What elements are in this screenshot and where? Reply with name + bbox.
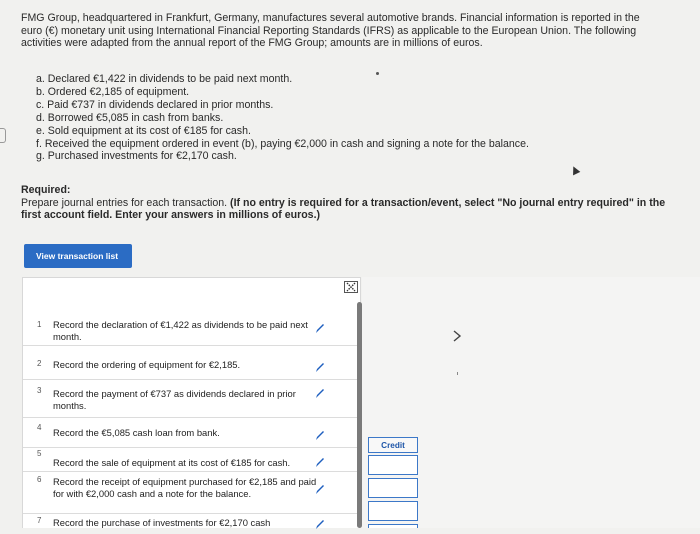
mouse-cursor-icon bbox=[570, 165, 581, 176]
transaction-c: c. Paid €737 in dividends declared in prior months. bbox=[36, 98, 274, 111]
required-instructions bbox=[21, 197, 691, 210]
divider-tick bbox=[457, 372, 458, 375]
close-icon[interactable] bbox=[344, 281, 358, 293]
table-row[interactable] bbox=[23, 418, 361, 448]
intro-line-3: activities were adapted from the annual report of the FMG Group; amounts are in millions of euros. bbox=[21, 37, 483, 49]
pencil-icon[interactable] bbox=[314, 387, 326, 399]
pencil-icon[interactable] bbox=[314, 518, 326, 530]
pencil-icon[interactable] bbox=[314, 322, 326, 334]
pencil-icon[interactable] bbox=[314, 361, 326, 373]
row-number: 7 bbox=[37, 516, 42, 525]
required-text: Prepare journal entries for each transaction. bbox=[21, 196, 231, 209]
pencil-icon[interactable] bbox=[314, 456, 326, 468]
row-number: 5 bbox=[37, 449, 42, 458]
row-text: Record the payment of €737 as dividends declared in prior months. bbox=[53, 388, 296, 411]
row-number: 2 bbox=[37, 359, 42, 368]
table-row[interactable] bbox=[23, 380, 361, 418]
transaction-g: g. Purchased investments for €2,170 cash. bbox=[36, 150, 237, 163]
row-text: Record the purchase of investments for €2,170 cash bbox=[53, 517, 271, 528]
transaction-b: b. Ordered €2,185 of equipment. bbox=[36, 85, 190, 98]
table-row[interactable] bbox=[23, 346, 361, 380]
row-text: Record the sale of equipment at its cost of €185 for cash. bbox=[53, 457, 291, 468]
problem-intro bbox=[21, 12, 683, 50]
required-bold-1: (If no entry is required for a transaction/event, select "No journal entry required" in the bbox=[230, 196, 666, 209]
intro-line-1: FMG Group, headquartered in Frankfurt, Germany, manufactures several automotive brands. Financial information is reported in the bbox=[21, 12, 640, 24]
intro-line-2: euro (€) monetary unit using International Financial Reporting Standards (IFRS) as applicable to the European Union. The following bbox=[21, 24, 637, 37]
scroll-edge-marker bbox=[0, 128, 6, 143]
transaction-d: d. Borrowed €5,085 in cash from banks. bbox=[36, 111, 224, 124]
chevron-right-icon[interactable] bbox=[452, 330, 462, 342]
row-text: Record the ordering of equipment for €2,185. bbox=[53, 359, 241, 370]
row-text: Record the receipt of equipment purchased for €2,185 and paid for with €2,000 cash and a note for the balance. bbox=[53, 476, 317, 499]
credit-input-field[interactable] bbox=[368, 501, 418, 521]
transaction-list bbox=[36, 73, 529, 163]
pencil-icon[interactable] bbox=[314, 429, 326, 441]
view-transaction-list-button[interactable]: View transaction list bbox=[24, 244, 132, 268]
row-text: Record the declaration of €1,422 as dividends to be paid next month. bbox=[53, 319, 308, 342]
table-row[interactable] bbox=[23, 472, 361, 514]
pencil-icon[interactable] bbox=[314, 483, 326, 495]
transaction-f: f. Received the equipment ordered in event (b), paying €2,000 in cash and signing a note for the balance. bbox=[36, 137, 529, 150]
credit-input-field[interactable] bbox=[368, 455, 418, 475]
transaction-a: a. Declared €1,422 in dividends to be paid next month. bbox=[36, 73, 293, 85]
vertical-scrollbar[interactable] bbox=[357, 302, 362, 528]
close-icon-glyph bbox=[345, 282, 357, 292]
row-text: Record the €5,085 cash loan from bank. bbox=[53, 427, 220, 438]
required-heading: Required: bbox=[21, 184, 71, 196]
table-row[interactable] bbox=[23, 448, 361, 472]
row-number: 6 bbox=[37, 475, 42, 484]
required-bold-2: first account field. Enter your answers in millions of euros.) bbox=[21, 209, 321, 221]
transaction-rows-panel bbox=[22, 277, 361, 528]
required-section bbox=[21, 184, 691, 222]
credit-input-field[interactable] bbox=[368, 524, 418, 528]
credit-input-field[interactable] bbox=[368, 478, 418, 498]
table-row[interactable] bbox=[23, 278, 361, 346]
row-number: 3 bbox=[37, 386, 42, 395]
transaction-e: e. Sold equipment at its cost of €185 for cash. bbox=[36, 124, 251, 137]
table-row[interactable] bbox=[23, 514, 361, 534]
stray-dot bbox=[376, 72, 379, 75]
row-number: 4 bbox=[37, 423, 42, 432]
credit-column-header: Credit bbox=[368, 437, 418, 453]
row-number: 1 bbox=[37, 320, 42, 329]
